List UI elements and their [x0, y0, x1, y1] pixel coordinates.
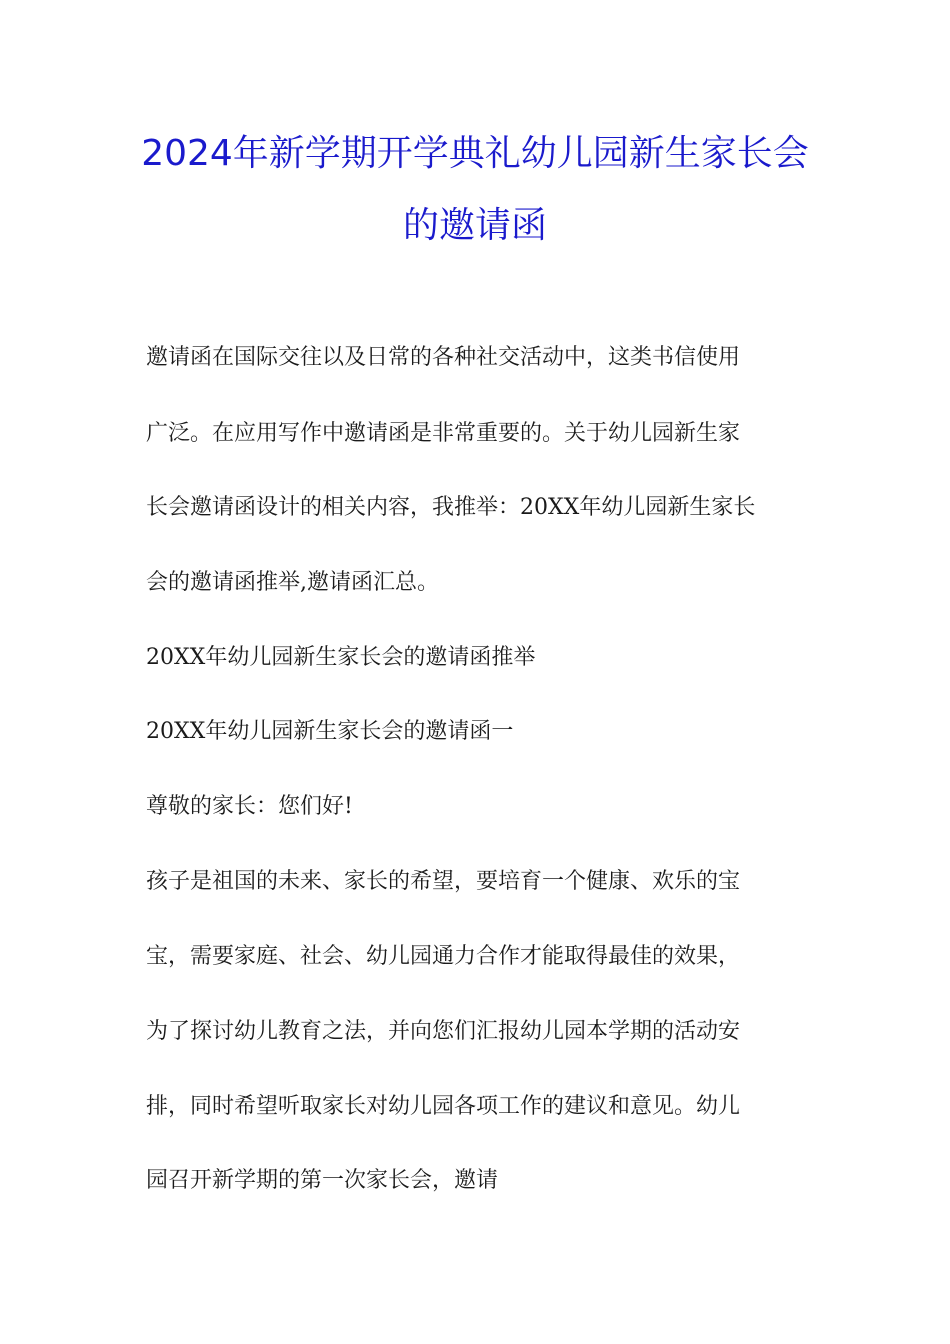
paragraph-line: 邀请函在国际交往以及日常的各种社交活动中，这类书信使用 — [146, 345, 741, 370]
document-title-line-2: 的邀请函 — [402, 205, 547, 246]
paragraph-line: 园召开新学期的第一次家长会，邀请 — [146, 1168, 499, 1193]
paragraph-line: 排，同时希望听取家长对幼儿园各项工作的建议和意见。幼儿 — [146, 1094, 741, 1119]
paragraph-line: 长会邀请函设计的相关内容，我推举：20XX年幼儿园新生家长 — [146, 495, 756, 520]
paragraph-line: 会的邀请函推举,邀请函汇总。 — [146, 570, 439, 595]
paragraph-line: 孩子是祖国的未来、家长的希望，要培育一个健康、欢乐的宝 — [146, 869, 741, 894]
section-heading: 20XX年幼儿园新生家长会的邀请函推举 — [146, 645, 536, 670]
salutation: 尊敬的家长：您们好! — [146, 794, 353, 819]
paragraph-line: 宝，需要家庭、社会、幼儿园通力合作才能取得最佳的效果， — [146, 944, 741, 969]
letter-heading: 20XX年幼儿园新生家长会的邀请函一 — [146, 719, 514, 744]
document-title-line-1: 2024年新学期开学典礼幼儿园新生家长会 — [141, 133, 809, 174]
paragraph-line: 为了探讨幼儿教育之法，并向您们汇报幼儿园本学期的活动安 — [146, 1019, 741, 1044]
paragraph-line: 广泛。在应用写作中邀请函是非常重要的。关于幼儿园新生家 — [146, 421, 741, 446]
